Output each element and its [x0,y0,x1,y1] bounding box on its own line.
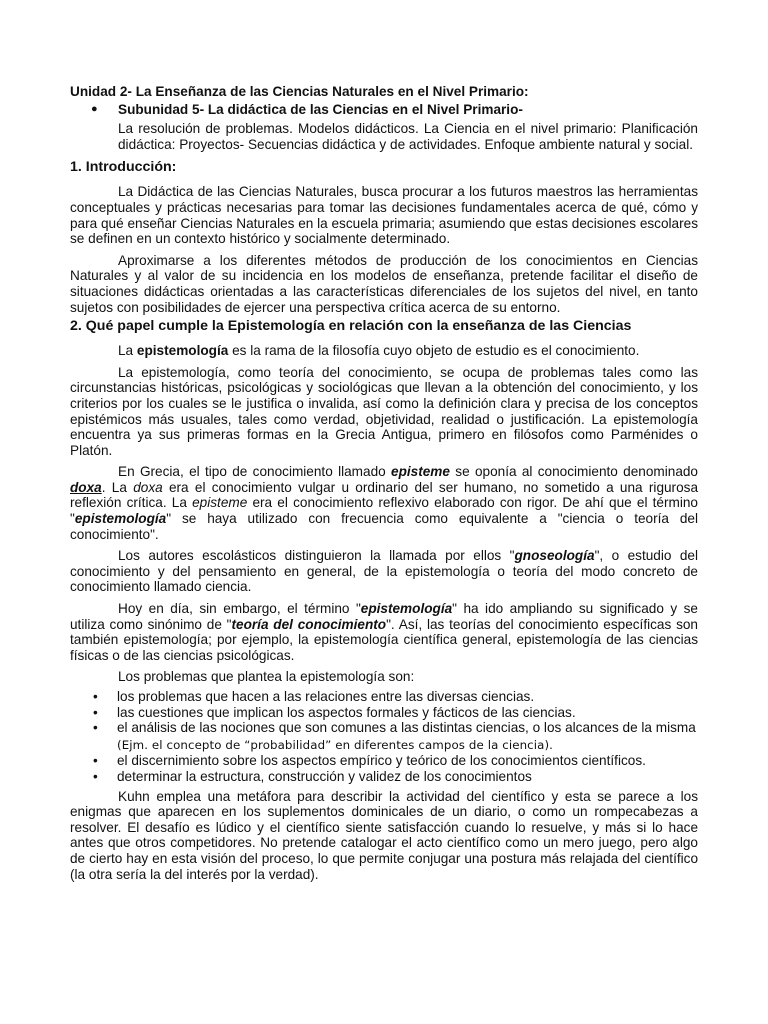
bullet-icon: • [93,753,98,769]
text-run: ". Así, las teorías del conocimiento específicas son también epistemología; por ejemplo, la epistemología científica general, epistemología de las ciencias físicas o de las ciencias psicológicas. [70,616,698,663]
list-item-text: el análisis de las nociones que son comunes a las distintas ciencias, o los alcances de la misma [117,720,696,736]
list-item-text: determinar la estructura, construcción y validez de los conocimientos [117,768,532,784]
list-item-text: los problemas que hacen a las relaciones entre las diversas ciencias. [117,689,535,704]
list-item [70,720,698,753]
today-paragraph [70,601,698,663]
text-run: ", o estudio del conocimiento y del pensamiento en general, de la epistemología o teoría del modo concreto de conocimiento llamado ciencia. [70,548,699,595]
scholastic-paragraph [70,548,698,595]
bullet-icon: • [93,768,98,784]
text-run: se oponía al conocimiento denominado [449,464,698,480]
text-run: . La [101,479,134,495]
term-epistemologia: epistemología [74,511,167,527]
problems-list [70,689,698,785]
term-doxa: doxa [70,479,102,495]
list-item [70,689,698,705]
text-run: En Grecia, el tipo de conocimiento llamado [118,464,392,480]
list-item-text: las cuestiones que implican los aspectos formales y fácticos de las ciencias. [117,704,576,720]
section-1-title: 1. Introducción: [70,159,177,176]
intro-paragraph-1: La Didáctica de las Ciencias Naturales, busca procurar a los futuros maestros las herramientas conceptuales y prácticas necesarias para tomar las decisiones fundamentales acerca de qué, cómo y para qué enseñar Ciencias Naturales en la escuela primaria; asumiendo que estas decisiones escolares se definen en un contexto histórico y socialmente determinado. [70,184,698,247]
unit-title: Unidad 2- La Enseñanza de las Ciencias Naturales en el Nivel Primario: [70,84,529,99]
greece-paragraph [70,464,698,542]
bullet-icon: • [93,704,98,720]
theory-paragraph: La epistemología, como teoría del conocimiento, se ocupa de problemas tales como las circunstancias históricas, psicológicas y sociológicas que llevan a la obtención del conocimiento, y los criterios por los cuales se le justifica o invalida, así como la definición clara y precisa de los conceptos epistémicos más usuales, tales como verdad, objetividad, realidad o justificación. La epistemología encuentra ya sus primeras formas en la Grecia Antigua, primero en filósofos como Parménides o Platón. [70,364,698,458]
text-run: era el conocimiento vulgar u ordinario del ser humano, no sometido a una rigurosa reflexión crítica. La [70,479,699,511]
term-epistemologia: epistemología [360,601,453,617]
text-run: era el conocimiento reflexivo elaborado con rigor. De ahí que el término " [70,495,698,527]
subunit-description: La resolución de problemas. Modelos didácticos. La Ciencia en el nivel primario: Planificación didáctica: Proyectos- Secuencias didáctica y de actividades. Enfoque ambiente natural y social. [118,121,698,152]
kuhn-paragraph: Kuhn emplea una metáfora para describir la actividad del científico y esta se parece a los enigmas que aparecen en los suplementos dominicales de un diario, o como un rompecabezas a resolver. El desafío es lúdico y el científico siente satisfacción cuando lo resuelve, y más si lo hace antes que otros competidores. No pretende catalogar el acto científico como un mero juego, pero algo de cierto hay en esta visión del proceso, lo que permite conjugar una postura más relajada del científico (la otra sería la del interés por la verdad). [70,788,698,882]
subunit-title: Subunidad 5- La didáctica de las Ciencias en el Nivel Primario- [118,101,523,117]
term-episteme: episteme [391,464,450,480]
list-item [70,753,698,769]
text-run: " ha ido ampliando su significado y se utiliza como sinónimo de " [70,601,698,632]
text-run: es la rama de la filosofía cuyo objeto de estudio es el conocimiento. [228,343,640,359]
intro-paragraph-2: Aproximarse a los diferentes métodos de producción de los conocimientos en Ciencias Naturales y al valor de su incidencia en los modelos de enseñanza, pretende facilitar el diseño de situaciones didácticas orientadas a las características diferenciales de los sujetos del nivel, en tanto sujetos con posibilidades de ejercer una perspectiva crítica acerca de su entorno. [70,252,698,315]
text-run: " se haya utilizado con frecuencia como equivalente a "ciencia o teoría del conocimiento". [70,511,698,542]
subunit-item [91,101,698,118]
term-teoria-del-conocimiento: teoría del conocimiento [231,616,387,632]
bullet-icon: • [93,720,98,736]
bullet-icon: ● [91,102,98,115]
example-note: (Ejm. el concepto de “probabilidad” en diferentes campos de la ciencia). [117,737,553,752]
text-run: La [118,343,137,359]
list-item [70,769,698,785]
section-2-title: 2. Qué papel cumple la Epistemología en relación con la enseñanza de las Ciencias [70,318,632,335]
list-item-text: el discernimiento sobre los aspectos empírico y teórico de los conocimientos científicos. [117,753,646,769]
list-item [70,705,698,721]
text-run: Hoy en día, sin embargo, el término " [118,601,361,617]
term-doxa-italic: doxa [133,479,163,495]
term-episteme-italic: episteme [192,495,248,511]
term-gnoseologia: gnoseología [514,548,595,564]
term-epistemologia: epistemología [136,343,229,359]
problems-intro: Los problemas que plantea la epistemología son: [118,669,415,685]
bullet-icon: • [93,689,98,704]
text-run: Los autores escolásticos distinguieron la llamada por ellos " [118,548,515,564]
definition-paragraph [70,343,698,359]
